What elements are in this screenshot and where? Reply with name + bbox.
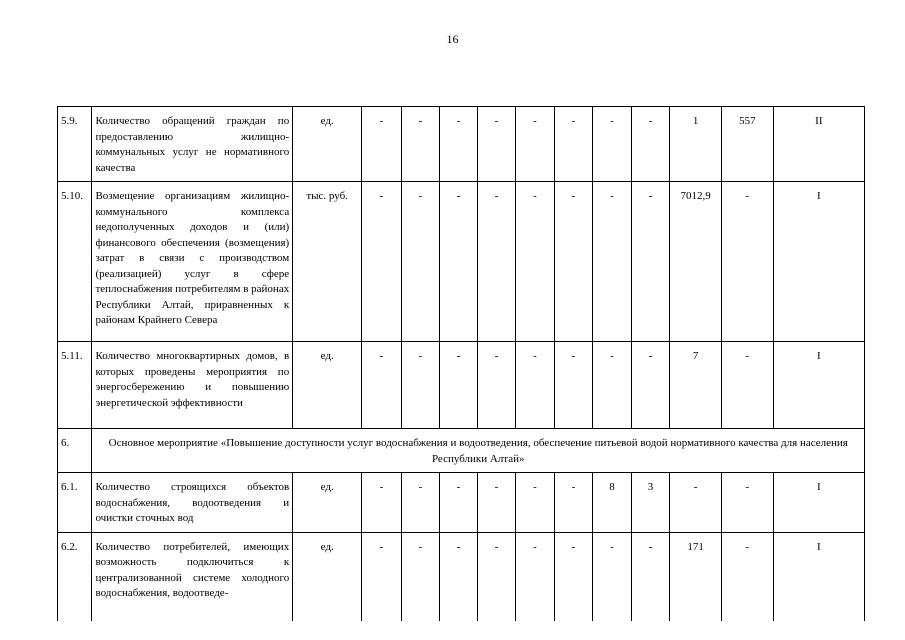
row-number: 5.9.	[58, 107, 92, 182]
priority-cell: I	[773, 182, 864, 342]
priority-cell: I	[773, 473, 864, 533]
value-cell: -	[593, 107, 632, 182]
row-number: 5.11.	[58, 342, 92, 429]
indicator-name-text: Количество потребителей, имеющих возможность подключиться к централизованной системе холодного водоснабжения, водоотведе-	[95, 540, 290, 599]
row-number: 5.10.	[58, 182, 92, 342]
value-cell: -	[440, 473, 478, 533]
table-row	[58, 473, 865, 533]
value-cell: -	[362, 532, 402, 621]
value-cell: -	[554, 473, 593, 533]
indicator-name: Количество строящихся объектов водоснабжения, водоотведения и очистки сточных вод	[92, 473, 293, 533]
value-cell: -	[631, 342, 670, 429]
value-cell: -	[440, 342, 478, 429]
value-cell: 557	[721, 107, 773, 182]
value-cell: -	[631, 182, 670, 342]
value-cell: -	[401, 342, 440, 429]
indicator-name: Количество обращений граждан по предоставлению жилищно-коммунальных услуг не нормативного качества	[92, 107, 293, 182]
value-cell: -	[401, 107, 440, 182]
value-cell: 7	[670, 342, 722, 429]
value-cell: -	[477, 182, 516, 342]
value-cell: -	[554, 182, 593, 342]
value-cell: -	[440, 107, 478, 182]
value-cell: -	[477, 107, 516, 182]
value-cell: -	[477, 473, 516, 533]
priority-cell: II	[773, 107, 864, 182]
value-cell: -	[477, 532, 516, 621]
row-number: 6.1.	[58, 473, 92, 533]
indicator-name	[92, 532, 293, 621]
value-cell: -	[631, 107, 670, 182]
value-cell: -	[721, 342, 773, 429]
value-cell: -	[554, 342, 593, 429]
page-number: 16	[446, 32, 459, 46]
value-cell: 7012,9	[670, 182, 722, 342]
value-cell: -	[593, 532, 632, 621]
value-cell: -	[516, 182, 555, 342]
unit-cell: ед.	[293, 342, 362, 429]
table-row	[58, 342, 865, 429]
value-cell: -	[554, 532, 593, 621]
value-cell: 3	[631, 473, 670, 533]
value-cell: 171	[670, 532, 722, 621]
value-cell: -	[721, 473, 773, 533]
value-cell: -	[440, 182, 478, 342]
unit-cell: ед.	[293, 473, 362, 533]
value-cell: -	[362, 342, 402, 429]
value-cell: 1	[670, 107, 722, 182]
table-row	[58, 182, 865, 342]
value-cell: -	[401, 473, 440, 533]
value-cell: -	[721, 532, 773, 621]
value-cell: -	[516, 107, 555, 182]
row-number: 6.2.	[58, 532, 92, 621]
value-cell: -	[554, 107, 593, 182]
value-cell: -	[516, 473, 555, 533]
unit-cell: ед.	[293, 532, 362, 621]
value-cell: -	[362, 182, 402, 342]
section-row	[58, 429, 865, 473]
priority-cell: I	[773, 342, 864, 429]
value-cell: 8	[593, 473, 632, 533]
value-cell: -	[440, 532, 478, 621]
value-cell: -	[401, 532, 440, 621]
value-cell: -	[477, 342, 516, 429]
table-row	[58, 107, 865, 182]
indicator-name: Количество многоквартирных домов, в которых проведены мероприятия по энергосбережению и повышению энергетической эффективности	[92, 342, 293, 429]
value-cell: -	[593, 182, 632, 342]
value-cell: -	[362, 107, 402, 182]
value-cell: -	[516, 342, 555, 429]
row-number: 6.	[58, 429, 92, 473]
unit-cell: ед.	[293, 107, 362, 182]
indicator-name: Возмещение организациям жилищно-коммунального комплекса недополученных доходов и (или) финансового обеспечения (возмещения) затрат в связи с производством (реализацией) услуг в сфере теплоснабжения потребителям в районах Республики Алтай, приравненных к районам Крайнего Севера	[92, 182, 293, 342]
value-cell: -	[631, 532, 670, 621]
value-cell: -	[362, 473, 402, 533]
indicators-table	[57, 106, 865, 621]
value-cell: -	[670, 473, 722, 533]
value-cell: -	[401, 182, 440, 342]
value-cell: -	[516, 532, 555, 621]
table-row	[58, 532, 865, 621]
value-cell: -	[593, 342, 632, 429]
priority-cell: I	[773, 532, 864, 621]
section-title: Основное мероприятие «Повышение доступности услуг водоснабжения и водоотведения, обеспечение питьевой водой нормативного качества для населения Республики Алтай»	[92, 429, 865, 473]
value-cell: -	[721, 182, 773, 342]
unit-cell: тыс. руб.	[293, 182, 362, 342]
